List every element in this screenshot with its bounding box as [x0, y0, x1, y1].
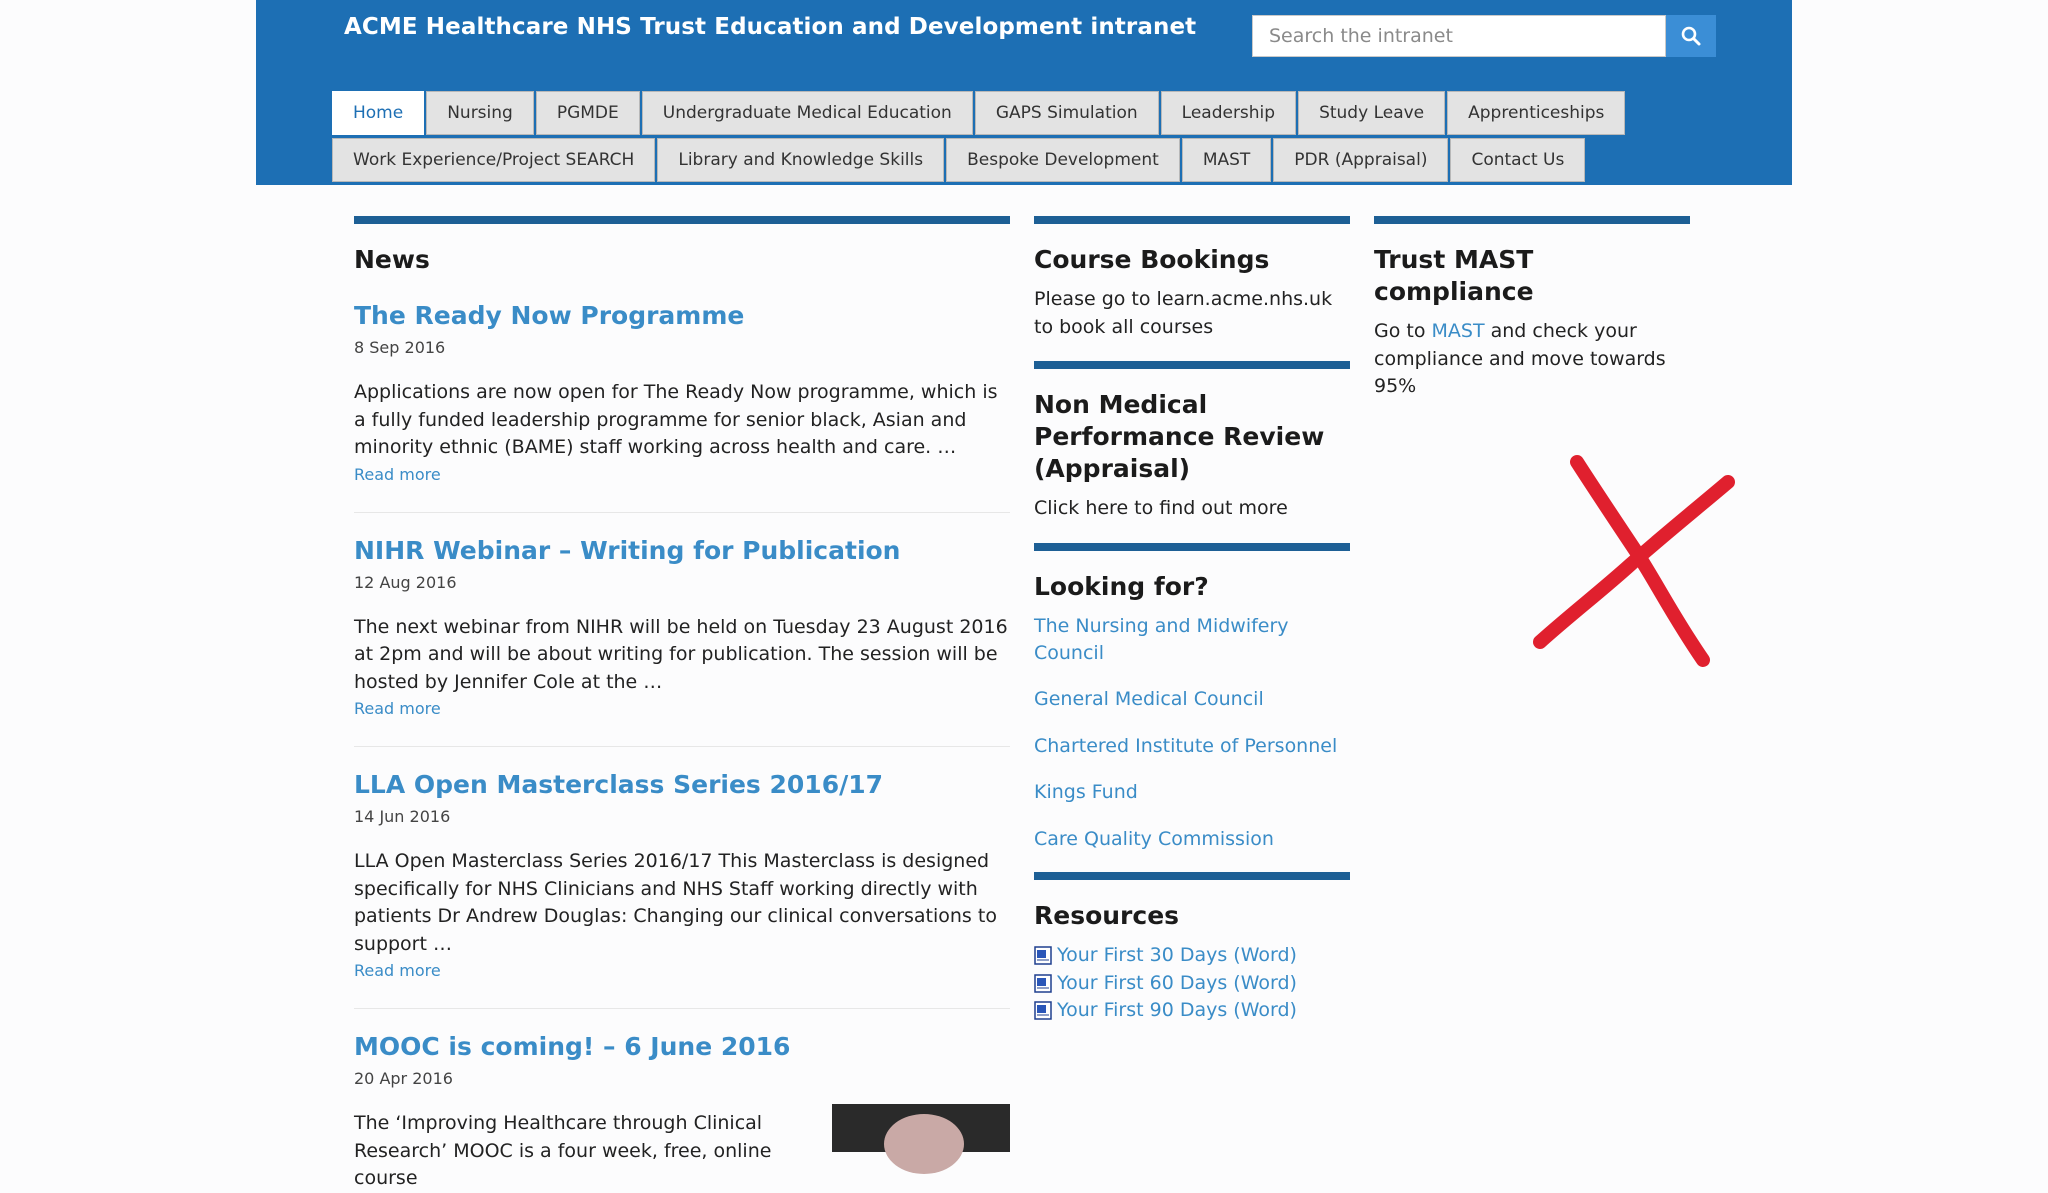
resource-link[interactable] [1034, 997, 1350, 1025]
news-item-title[interactable]: NIHR Webinar – Writing for Publication [354, 535, 901, 565]
word-doc-icon [1034, 974, 1053, 993]
looking-for-heading: Looking for? [1034, 571, 1209, 601]
tab-pdr-appraisal[interactable]: PDR (Appraisal) [1273, 138, 1448, 182]
tab-library-knowledge-skills[interactable]: Library and Knowledge Skills [657, 138, 944, 182]
search-button[interactable] [1666, 15, 1716, 57]
mast-text-after: and check your compliance and move towards 95% [1374, 320, 1666, 397]
section-divider-bar [1034, 216, 1350, 224]
mast-text-before: Go to [1374, 320, 1432, 342]
search-icon [1681, 26, 1701, 46]
red-cross-mark-icon [1520, 450, 1740, 675]
section-divider-bar [354, 216, 1010, 224]
mast-compliance-text [1374, 318, 1690, 401]
resource-label: Your First 30 Days (Word) [1057, 944, 1297, 966]
news-item [354, 769, 1010, 1009]
news-divider [354, 512, 1010, 513]
news-item-excerpt: Applications are now open for The Ready Now programme, which is a fully funded leadership programme for senior black, Asian and minority ethnic (BAME) staff working across health and care. … [354, 381, 998, 458]
appraisal-link[interactable]: Click here to find out more [1034, 497, 1288, 519]
resources-heading: Resources [1034, 901, 1180, 930]
link-nursing-midwifery-council[interactable]: The Nursing and Midwifery Council [1034, 614, 1289, 664]
site-title[interactable]: ACME Healthcare NHS Trust Education and Development intranet [344, 14, 1197, 40]
news-item-excerpt: LLA Open Masterclass Series 2016/17 This Masterclass is designed specifically for NHS Clinicians and NHS Staff working directly with patients Dr Andrew Douglas: Changing our clinical conversations to support … [354, 850, 997, 955]
tab-contact-us[interactable]: Contact Us [1450, 138, 1585, 182]
news-item-excerpt: The ‘Improving Healthcare through Clinical Research’ MOOC is a four week, free, online course [354, 1112, 772, 1189]
main-nav-row-1 [332, 91, 1627, 135]
main-nav-row-2 [332, 138, 1587, 182]
section-divider-bar [1034, 872, 1350, 880]
word-doc-icon [1034, 946, 1053, 965]
news-item [354, 535, 1010, 748]
thumbnail-face [884, 1114, 964, 1174]
news-item-title[interactable]: The Ready Now Programme [354, 301, 745, 330]
news-divider [354, 746, 1010, 747]
tab-bespoke-development[interactable]: Bespoke Development [946, 138, 1180, 182]
read-more-link[interactable]: Read more [354, 961, 441, 980]
news-heading: News [354, 245, 430, 274]
tab-home[interactable]: Home [332, 91, 424, 135]
link-kings-fund[interactable]: Kings Fund [1034, 781, 1138, 803]
course-bookings-heading: Course Bookings [1034, 245, 1270, 274]
news-item-date: 20 Apr 2016 [354, 1069, 453, 1088]
tab-work-experience[interactable]: Work Experience/Project SEARCH [332, 138, 655, 182]
search-input[interactable] [1252, 15, 1666, 57]
section-divider-bar [1034, 361, 1350, 369]
news-item-date: 12 Aug 2016 [354, 572, 457, 592]
news-item-title[interactable]: LLA Open Masterclass Series 2016/17 [354, 770, 884, 799]
news-item-date: 8 Sep 2016 [354, 338, 446, 357]
tab-mast[interactable]: MAST [1182, 138, 1271, 182]
link-chartered-institute-personnel[interactable]: Chartered Institute of Personnel [1034, 734, 1338, 757]
resource-link[interactable] [1034, 942, 1350, 970]
resource-link[interactable] [1034, 970, 1350, 998]
link-general-medical-council[interactable]: General Medical Council [1034, 688, 1264, 710]
news-thumbnail-image[interactable] [832, 1104, 1010, 1152]
news-item-title[interactable]: MOOC is coming! – 6 June 2016 [354, 1032, 791, 1061]
news-column [354, 216, 1010, 1193]
read-more-link[interactable]: Read more [354, 699, 441, 718]
link-care-quality-commission[interactable]: Care Quality Commission [1034, 827, 1274, 850]
tab-pgmde[interactable]: PGMDE [536, 91, 640, 135]
tab-nursing[interactable]: Nursing [426, 91, 534, 135]
sidebar-middle-column [1034, 216, 1350, 1025]
looking-for-list [1034, 613, 1350, 853]
tab-apprenticeships[interactable]: Apprenticeships [1447, 91, 1625, 135]
appraisal-heading: Non Medical Performance Review (Appraisal) [1034, 390, 1325, 483]
tab-leadership[interactable]: Leadership [1161, 91, 1296, 135]
resource-label: Your First 60 Days (Word) [1057, 971, 1297, 994]
section-divider-bar [1374, 216, 1690, 224]
read-more-link[interactable]: Read more [354, 464, 441, 484]
mast-link[interactable]: MAST [1431, 320, 1485, 342]
resource-label: Your First 90 Days (Word) [1057, 999, 1297, 1021]
news-divider [354, 1008, 1010, 1009]
mast-compliance-heading: Trust MAST compliance [1374, 245, 1534, 306]
news-item-date: 14 Jun 2016 [354, 807, 451, 826]
sidebar-right-column [1374, 216, 1690, 401]
tab-gaps-simulation[interactable]: GAPS Simulation [975, 91, 1159, 135]
news-item [354, 300, 1010, 513]
tab-undergraduate-medical-education[interactable]: Undergraduate Medical Education [642, 91, 973, 135]
resources-list [1034, 942, 1350, 1025]
site-header [256, 0, 1792, 185]
news-item-excerpt: The next webinar from NIHR will be held on Tuesday 23 August 2016 at 2pm and will be about writing for publication. The session will be hosted by Jennifer Cole at the … [354, 615, 1008, 693]
tab-study-leave[interactable]: Study Leave [1298, 91, 1445, 135]
word-doc-icon [1034, 1001, 1053, 1020]
course-bookings-link[interactable]: Please go to learn.acme.nhs.uk to book all courses [1034, 288, 1333, 338]
section-divider-bar [1034, 543, 1350, 551]
